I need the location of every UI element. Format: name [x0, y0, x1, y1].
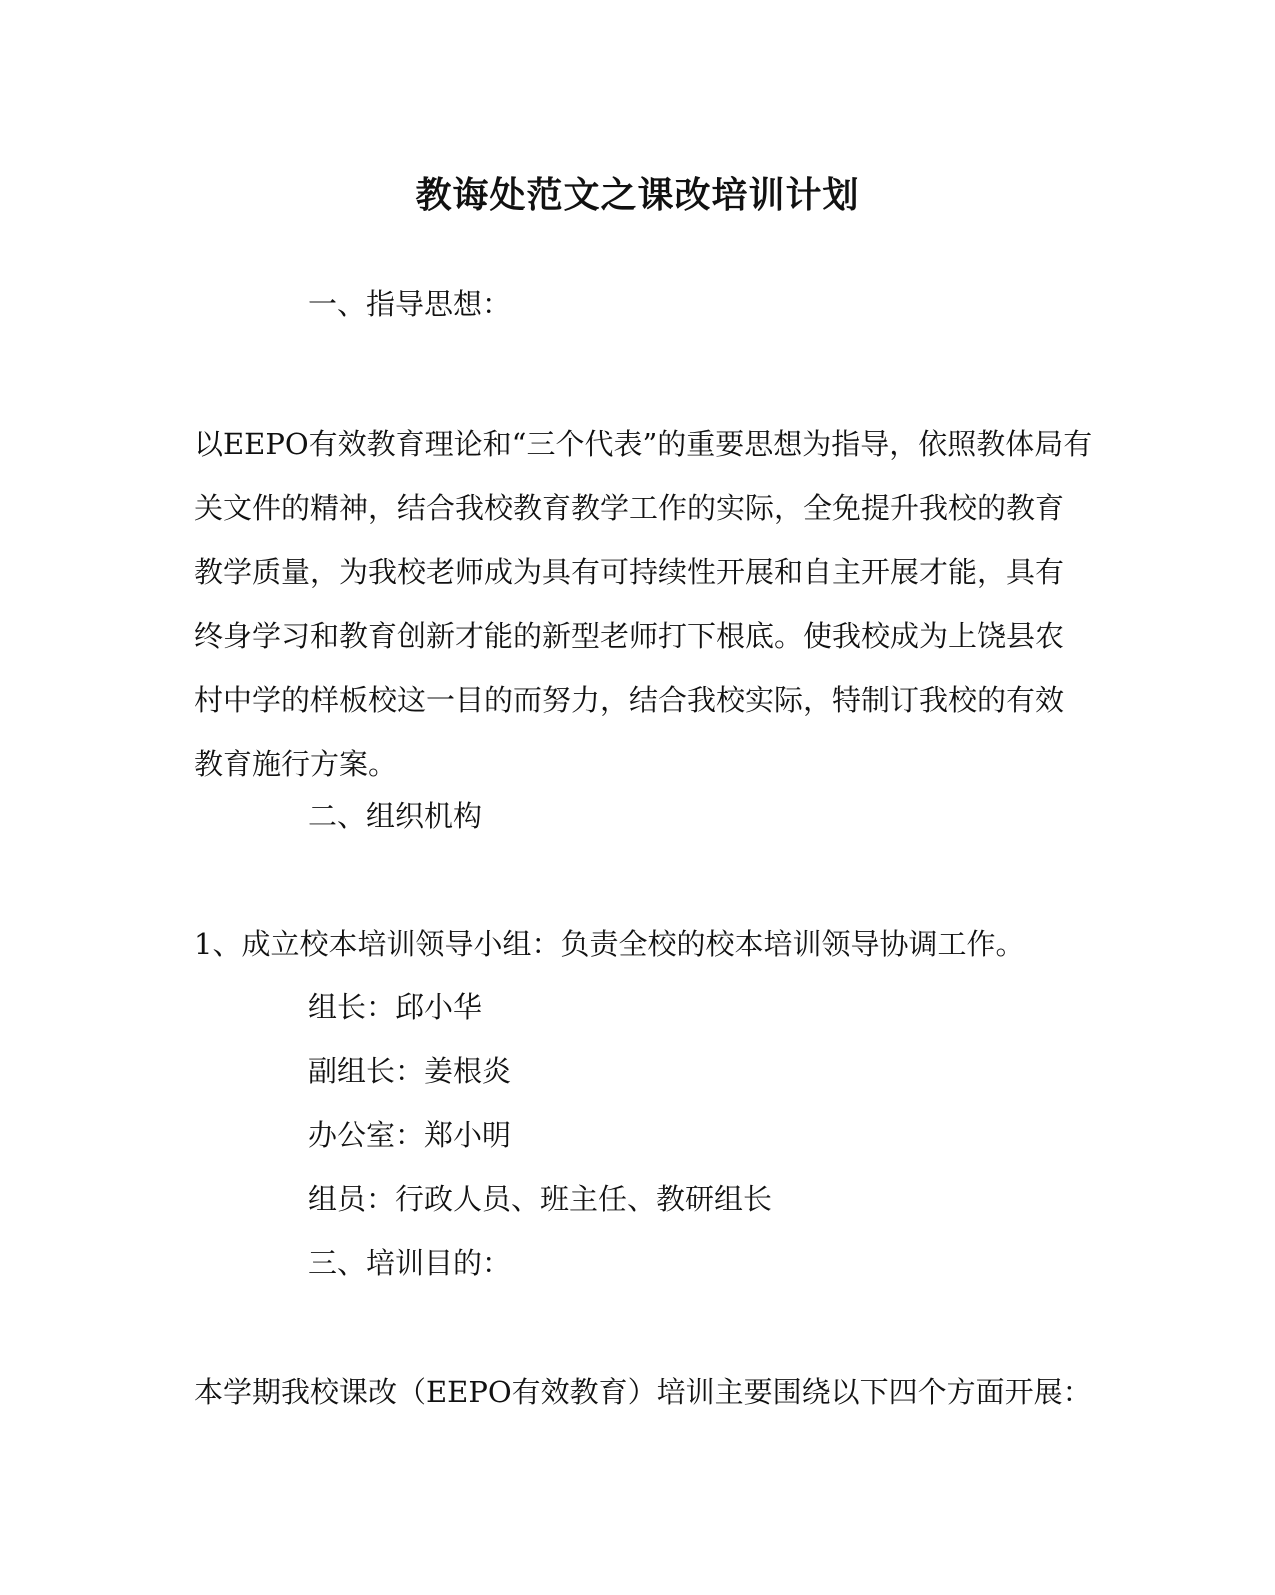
paragraph-line: 终身学习和教育创新才能的新型老师打下根底。使我校成为上饶县农	[194, 619, 1065, 653]
section-heading-guiding-ideology: 一、指导思想：	[308, 287, 512, 321]
deputy-group-leader: 副组长：姜根炎	[308, 1054, 512, 1088]
paragraph-line: 教育施行方案。	[194, 747, 398, 781]
organization-item-1: 1、成立校本培训领导小组：负责全校的校本培训领导协调工作。	[194, 927, 1025, 961]
section-heading-training-purpose: 三、培训目的：	[308, 1246, 512, 1280]
group-leader: 组长：邱小华	[308, 990, 483, 1024]
paragraph-line: 以EEPO有效教育理论和“三个代表”的重要思想为指导，依照教体局有	[194, 427, 1093, 461]
office-member: 办公室：郑小明	[308, 1118, 512, 1152]
guiding-ideology-paragraph	[194, 412, 1093, 796]
paragraph-line: 村中学的样板校这一目的而努力，结合我校实际，特制订我校的有效	[194, 683, 1065, 717]
training-purpose-intro: 本学期我校课改（EEPO有效教育）培训主要围绕以下四个方面开展：	[194, 1375, 1092, 1409]
paragraph-line: 关文件的精神，结合我校教育教学工作的实际，全免提升我校的教育	[194, 491, 1065, 525]
section-heading-organization: 二、组织机构	[308, 799, 483, 833]
document-title: 教诲处范文之课改培训计划	[415, 174, 860, 216]
paragraph-line: 教学质量，为我校老师成为具有可持续性开展和自主开展才能，具有	[194, 555, 1065, 589]
group-members: 组员：行政人员、班主任、教研组长	[308, 1182, 773, 1216]
